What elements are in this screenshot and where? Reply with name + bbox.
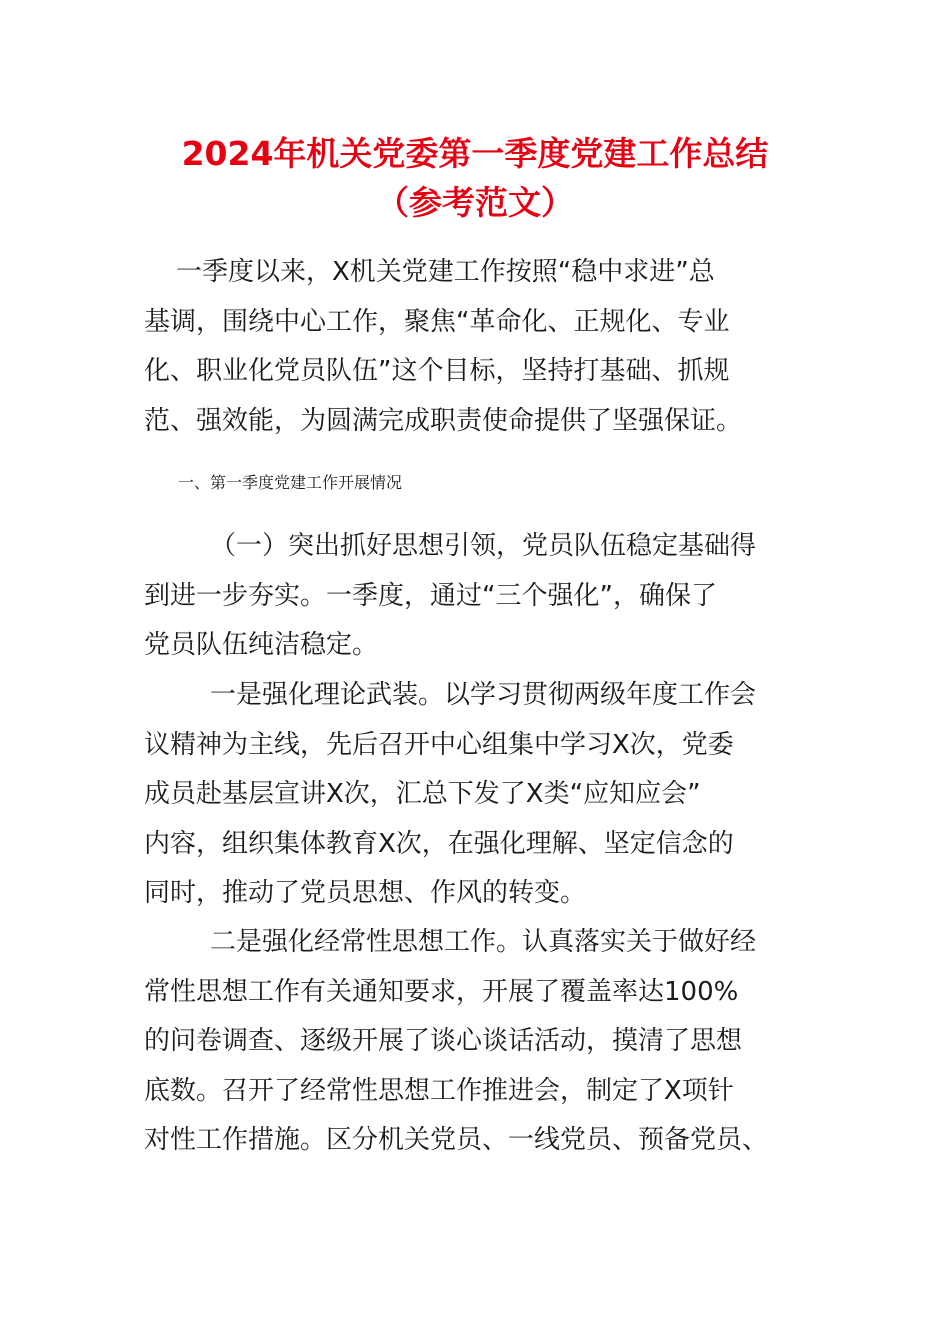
paragraph-line: 底数。召开了经常性思想工作推进会，制定了X项针 [144,1075,734,1106]
paragraph-line: 二是强化经常性思想工作。认真落实关于做好经 [210,927,757,957]
paragraph-line: 基调，围绕中心工作，聚焦“革命化、正规化、专业 [144,306,730,337]
intro-paragraph [144,248,824,446]
section-heading: 一、第一季度党建工作开展情况 [178,473,403,492]
paragraph-line: 成员赴基层宣讲X次，汇总下发了X类“应知应会” [144,779,701,809]
paragraph-line: 一是强化理论武装。以学习贯彻两级年度工作会 [210,680,757,710]
paragraph-line: （一）突出抓好思想引领，党员队伍稳定基础得 [210,531,757,561]
paragraph-regular-work [144,918,824,1166]
paragraph-line: 对性工作措施。区分机关党员、一线党员、预备党员、 [144,1125,769,1155]
paragraph-thought-guidance [144,522,824,671]
paragraph-line: 党员队伍纯洁稳定。 [144,630,379,660]
document-subtitle: （参考范文） [376,183,574,222]
paragraph-line: 常性思想工作有关通知要求，开展了覆盖率达100% [144,976,739,1007]
paragraph-line: 内容，组织集体教育X次，在强化理解、坚定信念的 [144,828,734,859]
paragraph-line: 到进一步夯实。一季度，通过“三个强化”，确保了 [144,580,717,611]
paragraph-line: 一季度以来，X机关党建工作按照“稳中求进”总 [176,257,715,287]
paragraph-line: 化、职业化党员队伍”这个目标，坚持打基础、抓规 [144,356,730,386]
paragraph-line: 议精神为主线，先后召开中心组集中学习X次，党委 [144,729,734,760]
paragraph-line: 范、强效能，为圆满完成职责使命提供了坚强保证。 [144,405,743,436]
paragraph-line: 同时，推动了党员思想、作风的转变。 [144,878,587,908]
document-title: 2024年机关党委第一季度党建工作总结 [181,134,769,173]
paragraph-theory-study [144,671,824,919]
paragraph-line: 的问卷调查、逐级开展了谈心谈话活动，摸清了思想 [144,1026,743,1056]
